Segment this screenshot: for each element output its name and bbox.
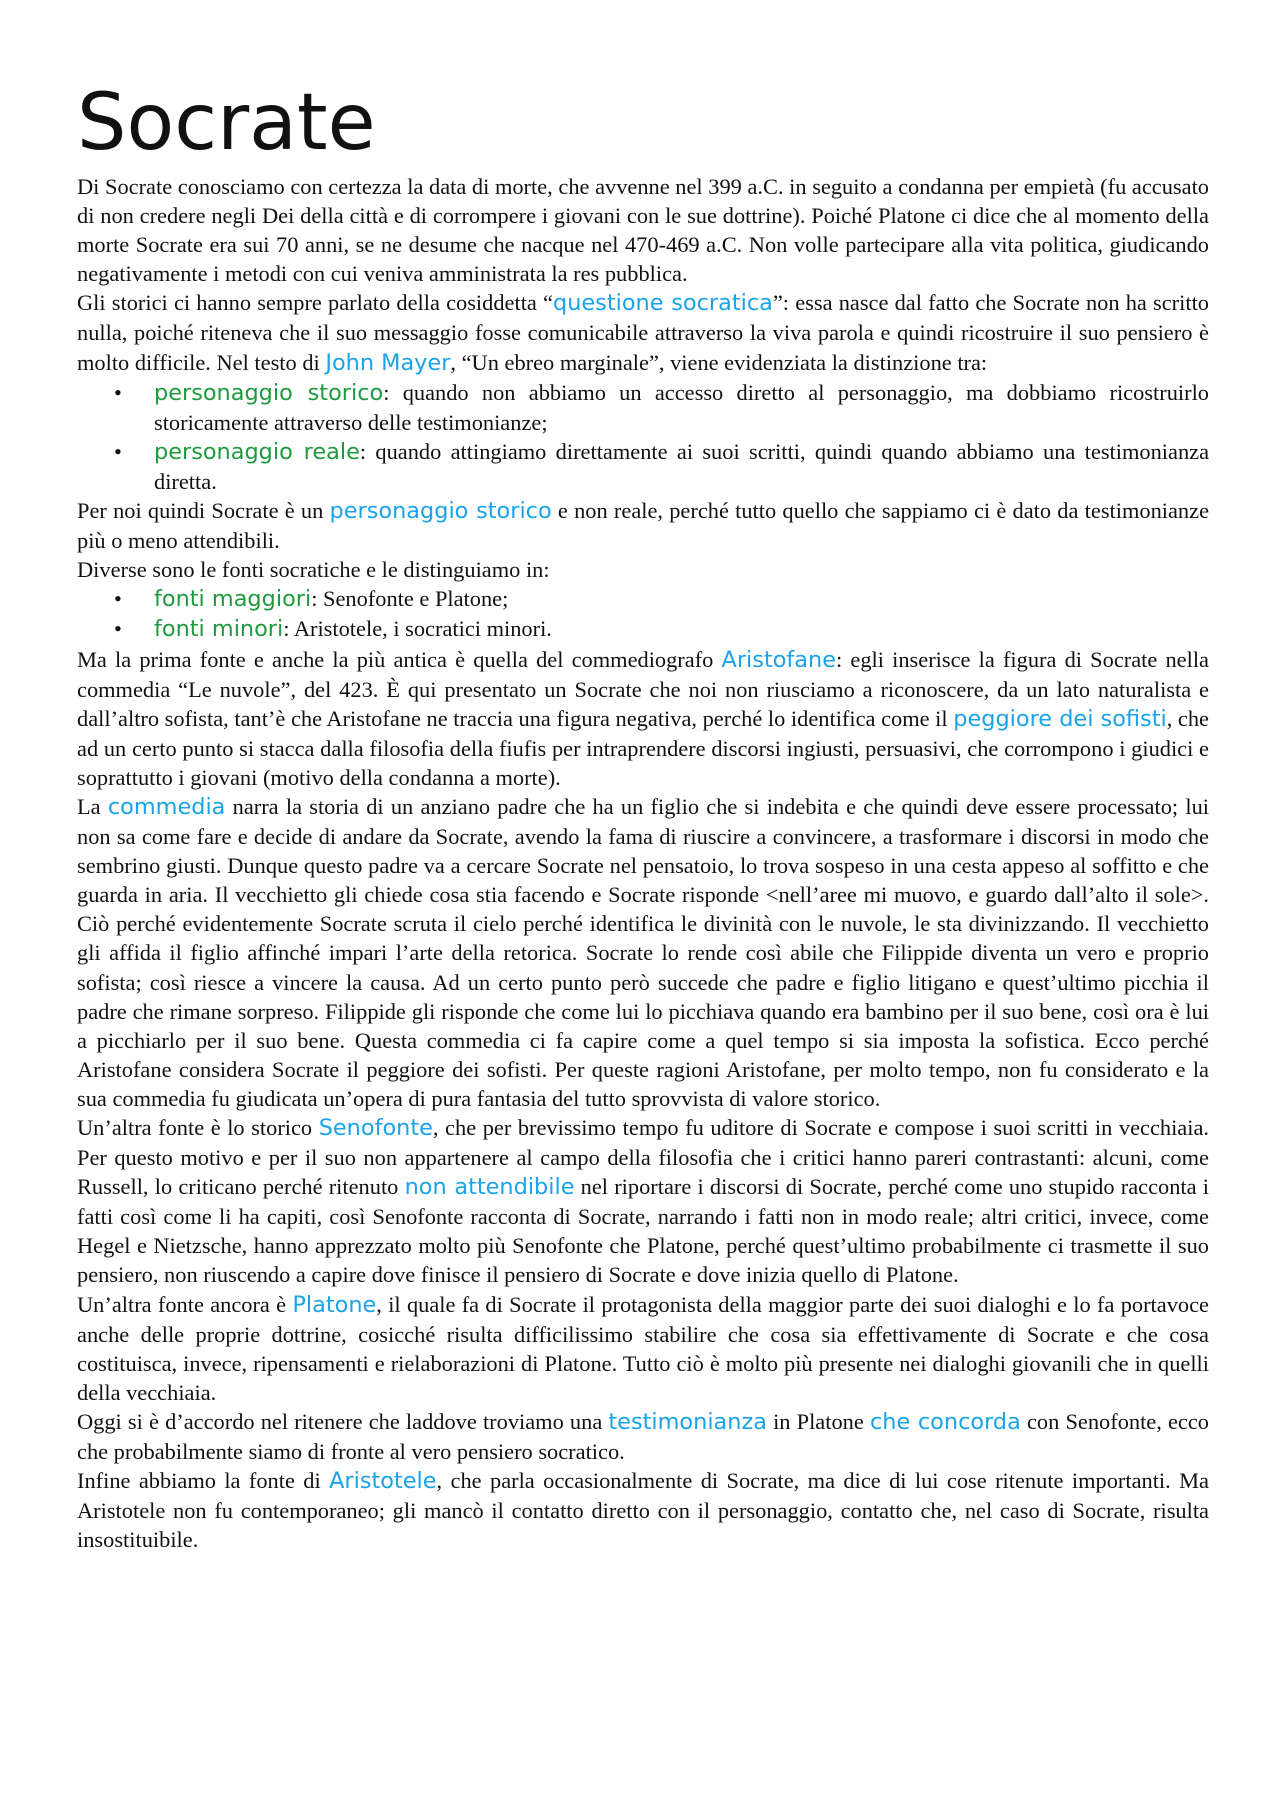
paragraph-fonti-intro: Diverse sono le fonti socratiche e le distinguiamo in: bbox=[77, 557, 550, 583]
list-personaggio bbox=[77, 378, 1209, 496]
highlight-questione-socratica: questione socratica bbox=[553, 290, 773, 317]
highlight-testimonianza: testimonianza bbox=[608, 1408, 767, 1435]
highlight-personaggio-storico: personaggio storico bbox=[329, 498, 552, 525]
bullet-icon: • bbox=[114, 438, 122, 464]
list-item: • personaggio reale: quando attingiamo direttamente ai suoi scritti, quindi quando abbiamo una testimonianza diretta. bbox=[114, 438, 1210, 494]
paragraph-oggi: Oggi si è d’accordo nel ritenere che laddove troviamo una testimonianza in Platone che concorda con Senofonte, ecco che probabilmente siamo di fronte al vero pensiero socratico. bbox=[77, 1408, 1209, 1465]
bullet-icon: • bbox=[114, 616, 122, 642]
paragraph-intro: Di Socrate conosciamo con certezza la data di morte, che avvenne nel 399 a.C. in seguito a condanna per empietà (fu accusato di non credere negli Dei della città e di corrompere i giovani con le sue dottrine). Poiché Platone ci dice che al momento della morte Socrate era sui 70 anni, se ne desume che nacque nel 470-469 a.C. Non volle partecipare alla vita politica, giudicando negativamente i metodi con cui veniva amministrata la res pubblica. bbox=[77, 174, 1209, 287]
paragraph-platone: Un’altra fonte ancora è Platone, il quale fa di Socrate il protagonista della maggior parte dei suoi dialoghi e lo fa portavoce anche delle proprie dottrine, cosicché risulta difficilissimo stabilire che cosa sia effettivamente di Socrate e che cosa costituisca, invece, ripensamenti e rielaborazioni di Platone. Tutto ciò è molto più presente nei dialoghi giovanili che in quelli della vecchiaia. bbox=[77, 1291, 1209, 1405]
highlight-aristotele: Aristotele bbox=[329, 1468, 437, 1495]
bullet-icon: • bbox=[114, 586, 122, 612]
highlight-john-mayer: John Mayer bbox=[325, 349, 451, 376]
term-fonti-minori: fonti minori bbox=[154, 616, 284, 643]
list-item: • personaggio storico: quando non abbiamo un accesso diretto al personaggio, ma dobbiamo ricostruirlo storicamente attraverso delle testimonianze; bbox=[114, 379, 1209, 435]
paragraph-questione: Gli storici ci hanno sempre parlato della cosiddetta “questione socratica”: essa nasce dal fatto che Socrate non ha scritto nulla, poiché riteneva che il suo messaggio fosse comunicabile attraverso la viva parola e quindi ricostruire il suo pensiero è molto difficile. Nel testo di John Mayer, “Un ebreo marginale”, viene evidenziata la distinzione tra: bbox=[77, 290, 1209, 376]
highlight-senofonte: Senofonte bbox=[318, 1115, 433, 1141]
term-personaggio-reale: personaggio reale bbox=[154, 438, 360, 465]
list-item: • fonti maggiori: Senofonte e Platone; bbox=[114, 586, 509, 613]
term-fonti-maggiori: fonti maggiori bbox=[154, 586, 312, 613]
highlight-aristofane: Aristofane bbox=[721, 646, 836, 673]
paragraph-per-noi: Per noi quindi Socrate è un personaggio storico e non reale, perché tutto quello che sappiamo ci è dato da testimonianze più o meno attendibili. bbox=[77, 498, 1210, 554]
document-page bbox=[77, 78, 1209, 1554]
term-personaggio-storico: personaggio storico bbox=[154, 379, 384, 406]
bullet-icon: • bbox=[114, 379, 122, 405]
list-fonti bbox=[77, 584, 1209, 644]
highlight-peggiore-dei-sofisti: peggiore dei sofisti bbox=[953, 705, 1167, 732]
highlight-platone: Platone bbox=[292, 1291, 377, 1318]
highlight-che-concorda: che concorda bbox=[869, 1408, 1021, 1435]
paragraph-senofonte: Un’altra fonte è lo storico Senofonte, che per brevissimo tempo fu uditore di Socrate e compose i suoi scritti in vecchiaia. Per questo motivo e per il suo non appartenere al campo della filosofia che i critici hanno pareri contrastanti: alcuni, come Russell, lo criticano perché ritenuto non attendibile nel riportare i discorsi di Socrate, perché come uno stupido racconta i fatti così come li ha capiti, così Senofonte racconta di Socrate, narrando i fatti non in modo reale; altri critici, invece, come Hegel e Nietzsche, hanno apprezzato molto più Senofonte che Platone, perché quest’ultimo probabilmente ci trasmette il suo pensiero, non riuscendo a capire dove finisce il pensiero di Socrate e dove inizia quello di Platone. bbox=[77, 1115, 1209, 1288]
paragraph-commedia: La commedia narra la storia di un anziano padre che ha un figlio che si indebita e che quindi deve essere processato; lui non sa come fare e decide di andare da Socrate, avendo la fama di riuscire a convincere, a trasformare i discorsi in modo che sembrino giusti. Dunque questo padre va a cercare Socrate nel pensatoio, lo trova sospeso in una cesta appeso al soffitto e che guarda in aria. Il vecchietto gli chiede cosa stia facendo e Socrate risponde <nell’aree mi muovo, e guardo dall’alto il sole>. Ciò perché evidentemente Socrate scruta il cielo perché identifica le divinità con le nuvole, le sta divinizzando. Il vecchietto gli affida il figlio affinché impari l’arte della retorica. Socrate lo rende così abile che Filippide diventa un vero e proprio sofista; così riesce a vincere la causa. Ad un certo punto però succede che padre e figlio litigano e quest’ultimo picchia il padre che rimane sorpreso. Filippide gli risponde che come lui lo picchiava quando era bambino per il suo bene, così ora è lui a picchiarlo per il suo bene. Questa commedia ci fa capire come a quel tempo si sia imposta la sofistica. Ecco perché Aristofane considera Socrate il peggiore dei sofisti. Per queste ragioni Aristofane, per molto tempo, non fu considerato e la sua commedia fu giudicata un’opera di pura fantasia del tutto sprovvista di valore storico. bbox=[77, 793, 1209, 1111]
paragraph-aristofane: Ma la prima fonte e anche la più antica è quella del commediografo Aristofane: egli inserisce la figura di Socrate nella commedia “Le nuvole”, del 423. È qui presentato un Socrate che noi non riusciamo a riconoscere, da un lato naturalista e dall’altro sofista, tant’è che Aristofane ne traccia una figura negativa, perché lo identifica come il peggiore dei sofisti, che ad un certo punto si stacca dalla filosofia della fiufis per intraprendere discorsi ingiusti, persuasivi, che corrompono i giudici e soprattutto i giovani (motivo della condanna a morte). bbox=[77, 646, 1209, 790]
highlight-non-attendibile: non attendibile bbox=[404, 1174, 575, 1201]
paragraph-aristotele: Infine abbiamo la fonte di Aristotele, che parla occasionalmente di Socrate, ma dice di lui cose ritenute importanti. Ma Aristotele non fu contemporaneo; gli mancò il contatto diretto con il personaggio, contatto che, nel caso di Socrate, risulta insostituibile. bbox=[77, 1468, 1209, 1553]
highlight-commedia: commedia bbox=[107, 793, 226, 820]
page-title: Socrate bbox=[77, 78, 376, 168]
list-item: • fonti minori: Aristotele, i socratici minori. bbox=[114, 616, 552, 643]
